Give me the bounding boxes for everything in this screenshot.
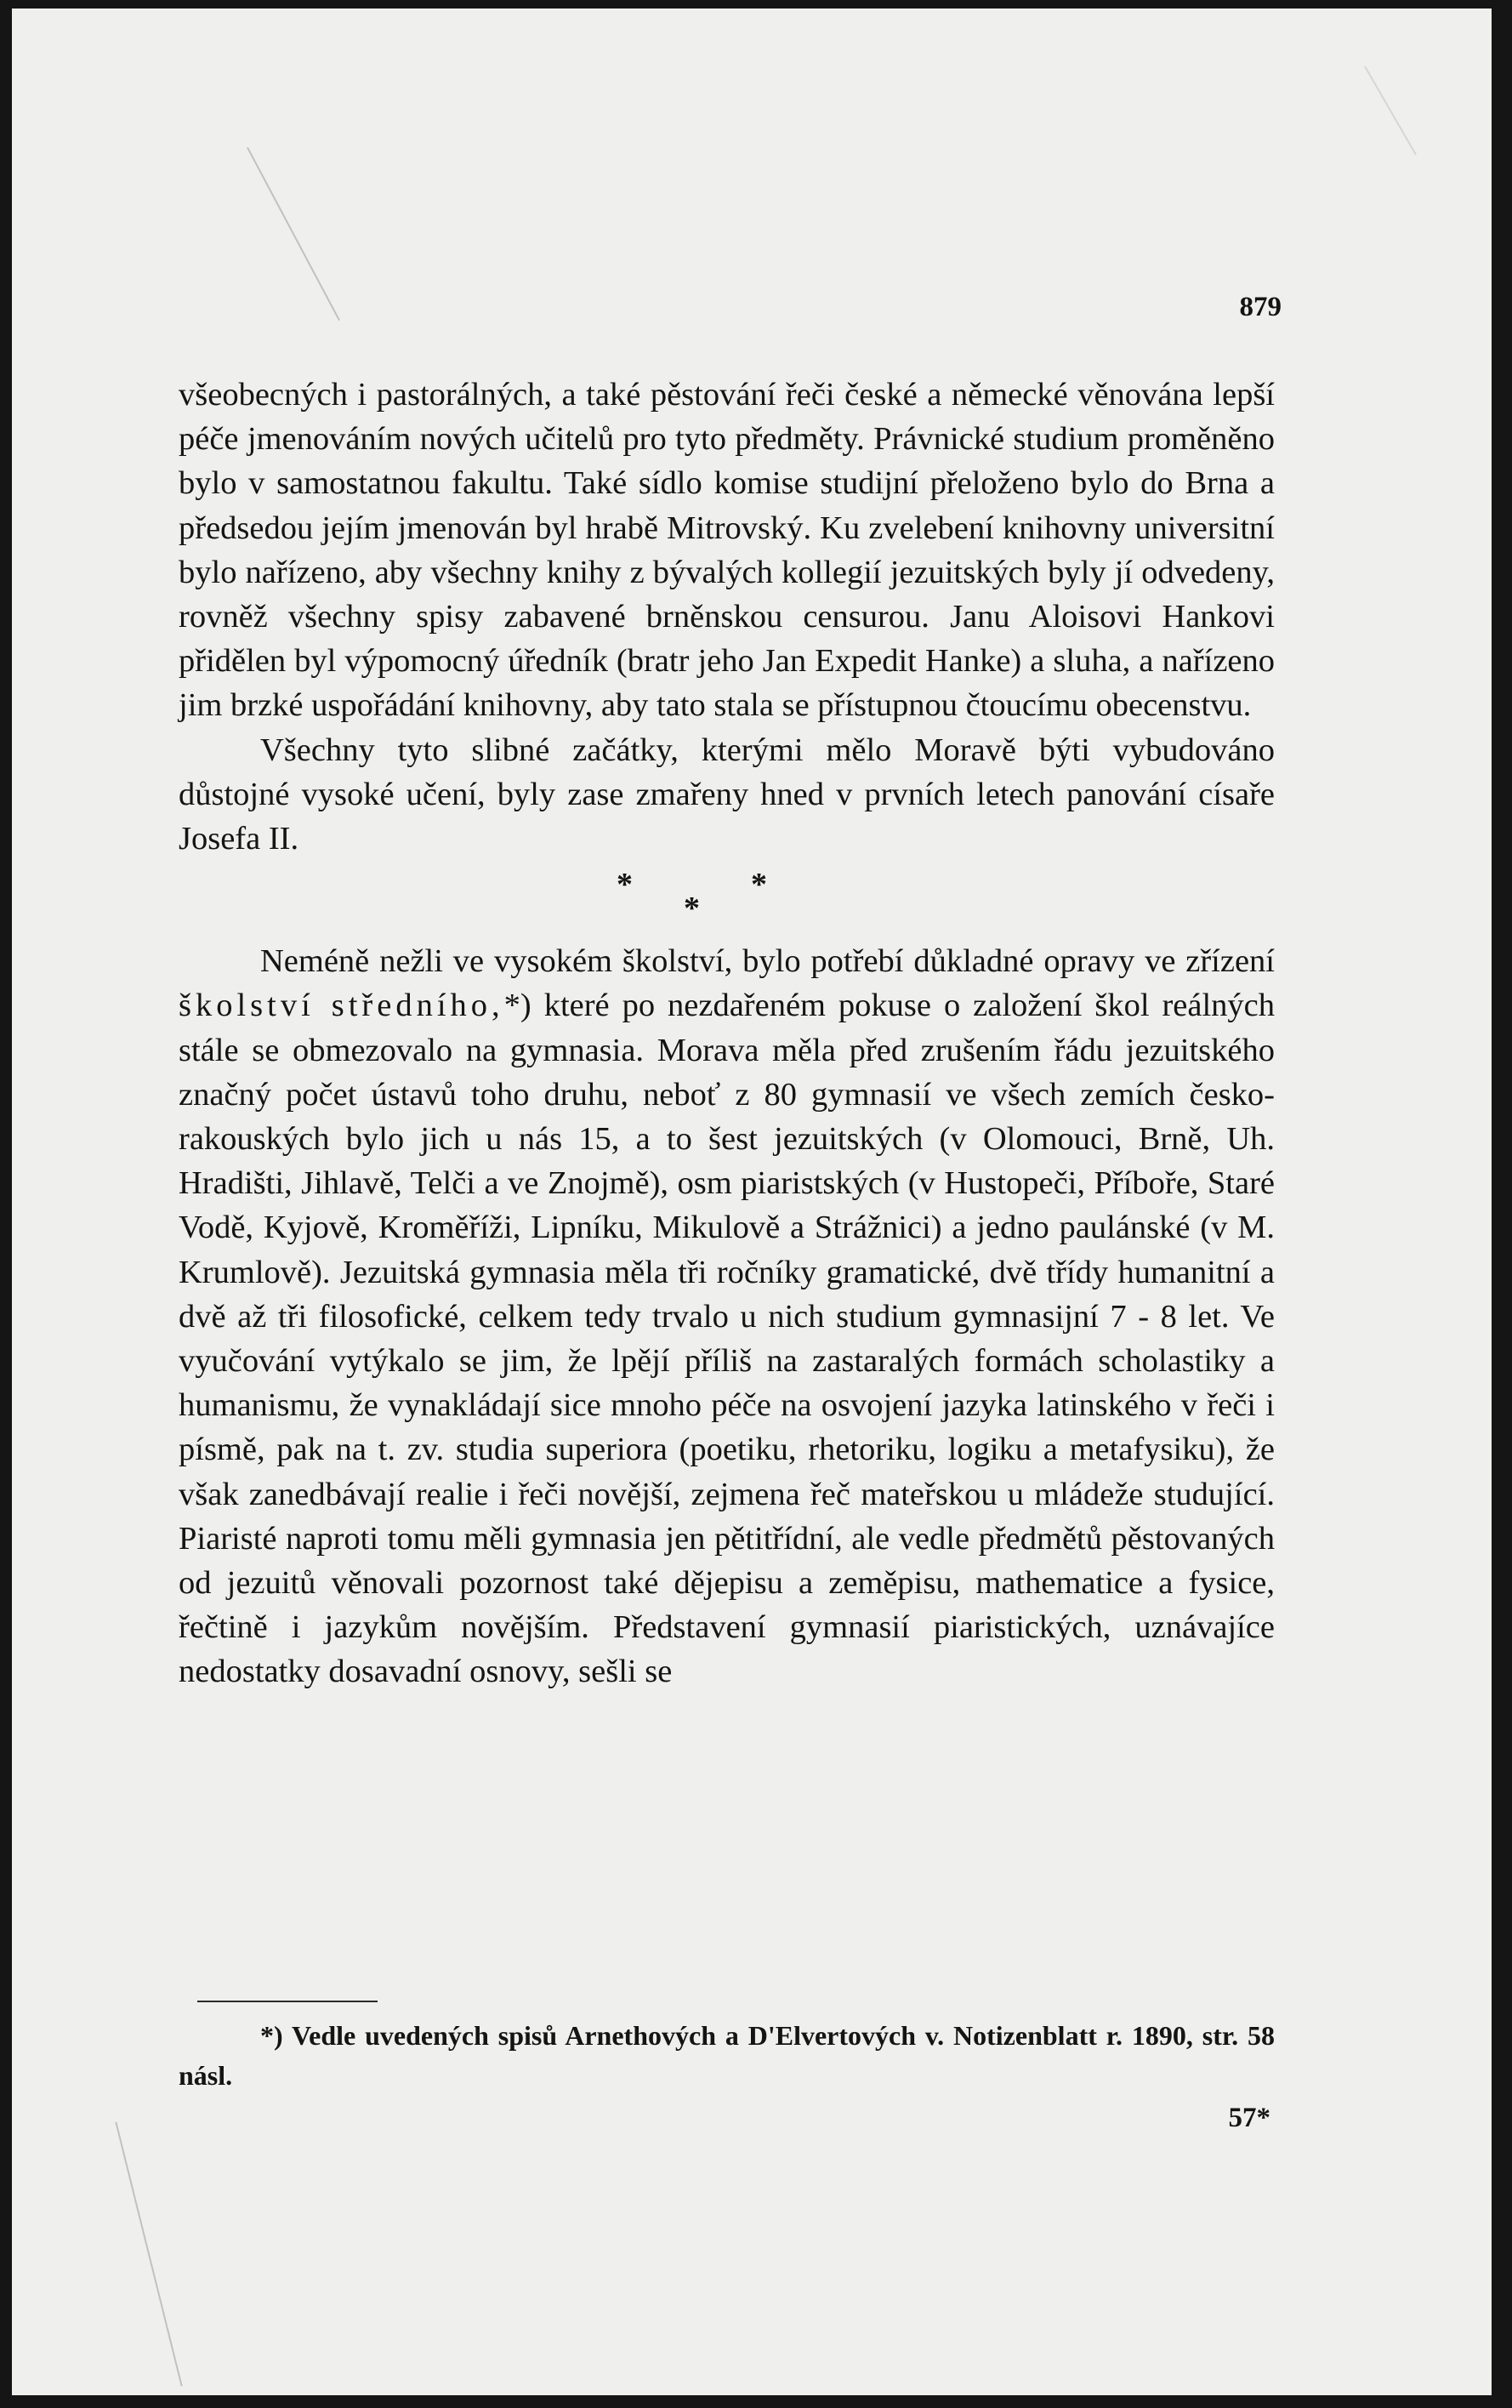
spaced-emphasis: školství středního, (179, 988, 504, 1024)
footnote-rule (197, 2001, 378, 2002)
paragraph: Všechny tyto slibné začátky, kterými mělo Moravě býti vybudováno důstojné vysoké učení, byly zase zmařeny hned v prvních letech panování císaře Josefa II. (179, 732, 1275, 857)
scan-artifact (115, 2122, 182, 2387)
footnote (179, 2016, 1275, 2096)
separator-star: * (617, 867, 633, 903)
body-text (179, 373, 1275, 1694)
book-page (12, 9, 1492, 2395)
footnote-text: *) Vedle uvedených spisů Arnethových a D'Elvertových v. Notizenblatt r. 1890, str. 58 násl. (179, 2020, 1275, 2091)
scan-artifact (1364, 66, 1417, 156)
separator-star: * (684, 891, 700, 927)
signature-mark: 57* (1228, 2103, 1270, 2133)
page-number: 879 (1239, 292, 1282, 322)
paragraph (179, 939, 1275, 1694)
separator-star: * (751, 867, 767, 903)
paragraph-text: *) které po nezdařeném pokuse o založení škol reálných stále se obmezovalo na gymnasia. Morava měla před zrušením řádu jezuitského značný počet ústavů toho druhu, neboť z 80 gymnasií ve všech zemích česko-rakouských bylo jich u nás 15, a to šest jezuitských (v Olomouci, Brně, Uh. Hradišti, Jihlavě, Telči a ve Znojmě), osm piaristských (v Hustopeči, Příboře, Staré Vodě, Kyjově, Kroměříži, Lipníku, Mikulově a Strážnici) a jedno paulánské (v M. Krumlově). Jezuitská gymnasia měla tři ročníky gramatické, dvě třídy humanitní a dvě až tři filosofické, celkem tedy trvalo u nich studium gymnasijní 7 - 8 let. Ve vyučování vytýkalo se jim, že lpějí příliš na zastaralých formách scholastiky a humanismu, že vynakládají sice mnoho péče na osvojení jazyka latinského v řeči i písmě, pak na t. zv. studia superiora (poetiku, rhetoriku, logiku a metafysiku), že však zanedbávají realie i řeči novější, zejmena řeč mateřskou u mládeže studující. Piaristé naproti tomu měli gymnasia jen pětitřídní, ale vedle předmětů pěstovaných od jezuitů věnovali pozornost také dějepisu a zeměpisu, mathematice a fysice, řečtině i jazykům novějším. Představení gymnasií piaristických, uznávajíce nedostatky dosavadní osnovy, sešli se (179, 988, 1276, 1690)
scan-artifact (247, 147, 340, 321)
section-separator (179, 861, 1275, 939)
paragraph-text: Neméně nežli ve vysokém školství, bylo potřebí důkladné opravy ve zřízení (260, 943, 1275, 980)
paragraph: všeobecných i pastorálných, a také pěstování řeči české a německé věnována lepší péče jmenováním nových učitelů pro tyto předměty. Právnické studium proměněno bylo v samostatnou fakultu. Také sídlo komise studijní přeloženo bylo do Brna a předsedou jejím jmenován byl hrabě Mitrovský. Ku zvelebení knihovny universitní bylo nařízeno, aby všechny knihy z bývalých kollegií jezuitských byly jí odvedeny, rovněž všechny spisy zabavené brněnskou censurou. Janu Aloisovi Hankovi přidělen byl výpomocný úředník (bratr jeho Jan Expedit Hanke) a sluha, a nařízeno jim brzké uspořádání knihovny, aby tato stala se přístupnou čtoucímu obecenstvu. (179, 377, 1275, 724)
